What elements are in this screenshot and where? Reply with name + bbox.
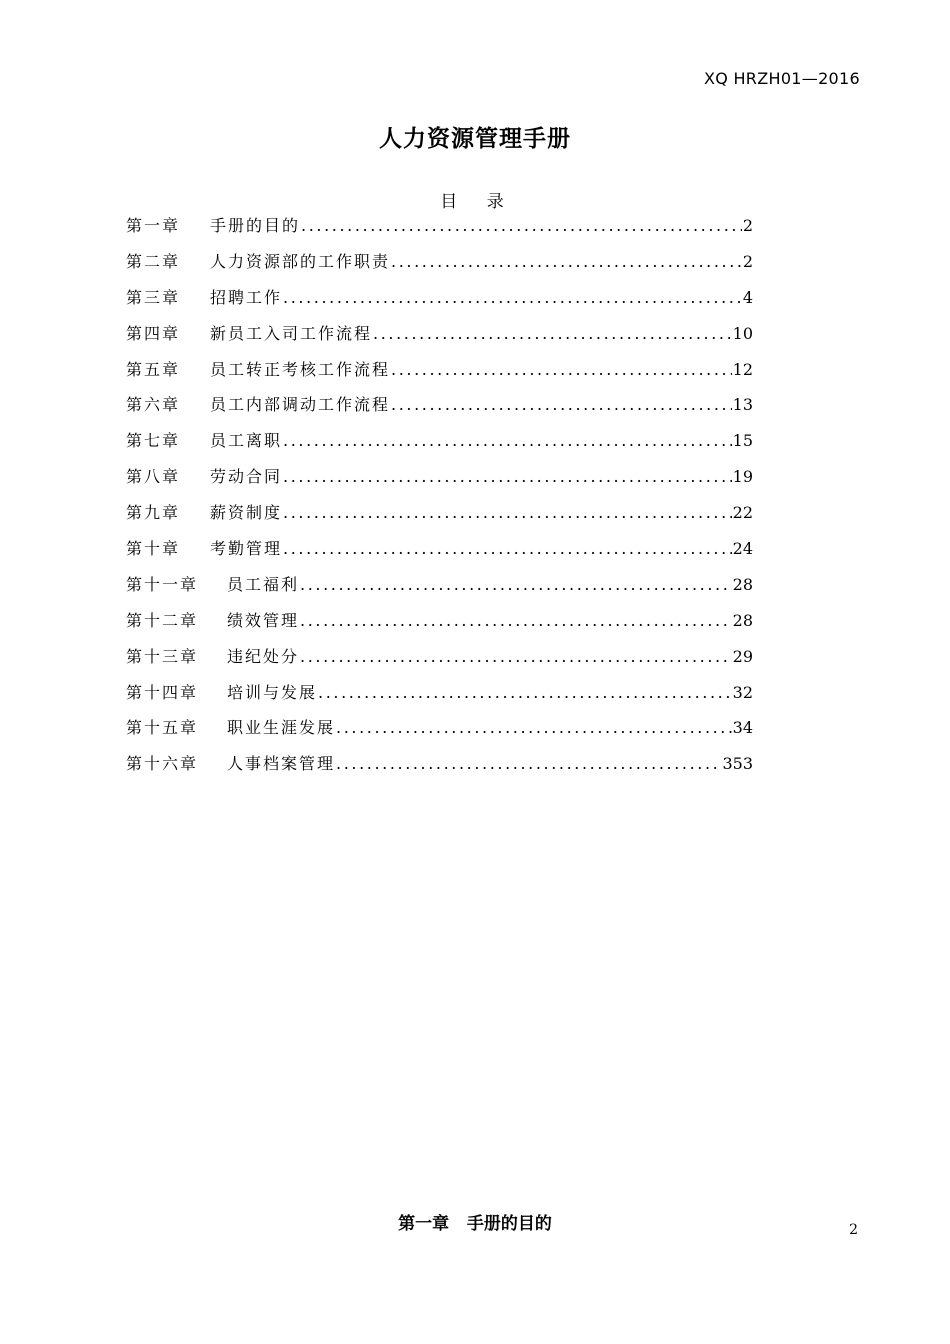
toc-page-number: 32 bbox=[732, 682, 753, 702]
document-code: XQ HRZH01—2016 bbox=[703, 69, 860, 88]
toc-page-number: 2 bbox=[742, 251, 753, 271]
toc-heading: 目 录 bbox=[440, 192, 516, 212]
toc-entry[interactable] bbox=[126, 208, 753, 244]
toc-page-number: 28 bbox=[732, 574, 753, 594]
toc-dot-leader bbox=[336, 746, 721, 782]
toc-chapter-title: 员工转正考核工作流程 bbox=[210, 359, 391, 379]
chapter-heading: 第一章 手册的目的 bbox=[398, 1214, 552, 1234]
toc-chapter-number: 第一章 bbox=[126, 216, 181, 235]
toc-entry[interactable] bbox=[126, 603, 753, 639]
toc-dot-leader bbox=[300, 567, 732, 603]
toc-chapter-title: 招聘工作 bbox=[210, 287, 283, 307]
toc-page-number: 22 bbox=[732, 503, 753, 523]
page-number: 2 bbox=[849, 1222, 858, 1238]
toc-dot-leader bbox=[336, 710, 732, 746]
toc-chapter-title: 违纪处分 bbox=[227, 646, 300, 666]
toc-chapter-number: 第十二章 bbox=[126, 610, 199, 630]
toc-chapter-title: 培训与发展 bbox=[227, 682, 318, 702]
toc-entry[interactable] bbox=[126, 280, 753, 316]
toc-dot-leader bbox=[283, 531, 732, 567]
table-of-contents bbox=[126, 208, 753, 782]
toc-page-number: 12 bbox=[732, 359, 753, 379]
toc-dot-leader bbox=[300, 603, 732, 639]
toc-dot-leader bbox=[391, 352, 732, 388]
toc-entry[interactable] bbox=[126, 495, 753, 531]
toc-page-number: 2 bbox=[742, 216, 753, 235]
toc-entry[interactable] bbox=[126, 639, 753, 675]
toc-page-number: 24 bbox=[732, 539, 753, 559]
toc-chapter-number: 第八章 bbox=[126, 467, 181, 487]
toc-chapter-number: 第十五章 bbox=[126, 718, 199, 738]
toc-chapter-title: 新员工入司工作流程 bbox=[210, 323, 373, 343]
toc-chapter-number: 第六章 bbox=[126, 395, 181, 415]
toc-dot-leader bbox=[283, 459, 732, 495]
toc-chapter-title: 员工离职 bbox=[210, 431, 283, 451]
toc-chapter-title: 人事档案管理 bbox=[227, 754, 336, 774]
toc-chapter-title: 考勤管理 bbox=[210, 539, 283, 559]
toc-dot-leader bbox=[283, 495, 732, 531]
toc-chapter-number: 第三章 bbox=[126, 287, 181, 307]
toc-entry[interactable] bbox=[126, 316, 753, 352]
toc-chapter-number: 第十六章 bbox=[126, 754, 199, 774]
toc-entry[interactable] bbox=[126, 387, 753, 423]
toc-chapter-title: 人力资源部的工作职责 bbox=[210, 251, 391, 271]
toc-entry[interactable] bbox=[126, 459, 753, 495]
toc-dot-leader bbox=[283, 423, 732, 459]
toc-entry[interactable] bbox=[126, 352, 753, 388]
toc-chapter-number: 第五章 bbox=[126, 359, 181, 379]
toc-page-number: 4 bbox=[742, 287, 753, 307]
toc-entry[interactable] bbox=[126, 746, 753, 782]
toc-dot-leader bbox=[391, 244, 742, 280]
toc-chapter-title: 绩效管理 bbox=[227, 610, 300, 630]
toc-entry[interactable] bbox=[126, 567, 753, 603]
document-title: 人力资源管理手册 bbox=[379, 126, 571, 152]
toc-dot-leader bbox=[318, 675, 732, 711]
toc-chapter-number: 第七章 bbox=[126, 431, 181, 451]
toc-chapter-title: 员工福利 bbox=[227, 574, 300, 594]
toc-page-number: 29 bbox=[732, 646, 753, 666]
toc-page-number: 13 bbox=[732, 395, 753, 415]
toc-page-number: 19 bbox=[732, 467, 753, 487]
toc-chapter-title: 劳动合同 bbox=[210, 467, 283, 487]
toc-entry[interactable] bbox=[126, 675, 753, 711]
toc-dot-leader bbox=[283, 280, 742, 316]
toc-dot-leader bbox=[301, 208, 742, 244]
toc-chapter-number: 第十章 bbox=[126, 539, 181, 559]
toc-page-number: 34 bbox=[732, 718, 753, 738]
toc-chapter-title: 职业生涯发展 bbox=[227, 718, 336, 738]
toc-chapter-title: 手册的目的 bbox=[210, 216, 301, 235]
toc-chapter-number: 第十四章 bbox=[126, 682, 199, 702]
toc-page-number: 15 bbox=[732, 431, 753, 451]
toc-page-number: 10 bbox=[732, 323, 753, 343]
toc-page-number: 353 bbox=[722, 754, 753, 774]
toc-dot-leader bbox=[300, 639, 732, 675]
toc-chapter-title: 薪资制度 bbox=[210, 503, 283, 523]
toc-chapter-number: 第十一章 bbox=[126, 574, 199, 594]
toc-entry[interactable] bbox=[126, 244, 753, 280]
toc-chapter-number: 第四章 bbox=[126, 323, 181, 343]
toc-entry[interactable] bbox=[126, 710, 753, 746]
toc-page-number: 28 bbox=[732, 610, 753, 630]
toc-dot-leader bbox=[373, 316, 732, 352]
toc-entry[interactable] bbox=[126, 531, 753, 567]
toc-chapter-title: 员工内部调动工作流程 bbox=[210, 395, 391, 415]
toc-chapter-number: 第九章 bbox=[126, 503, 181, 523]
toc-chapter-number: 第二章 bbox=[126, 251, 181, 271]
toc-entry[interactable] bbox=[126, 423, 753, 459]
toc-dot-leader bbox=[391, 387, 732, 423]
toc-chapter-number: 第十三章 bbox=[126, 646, 199, 666]
